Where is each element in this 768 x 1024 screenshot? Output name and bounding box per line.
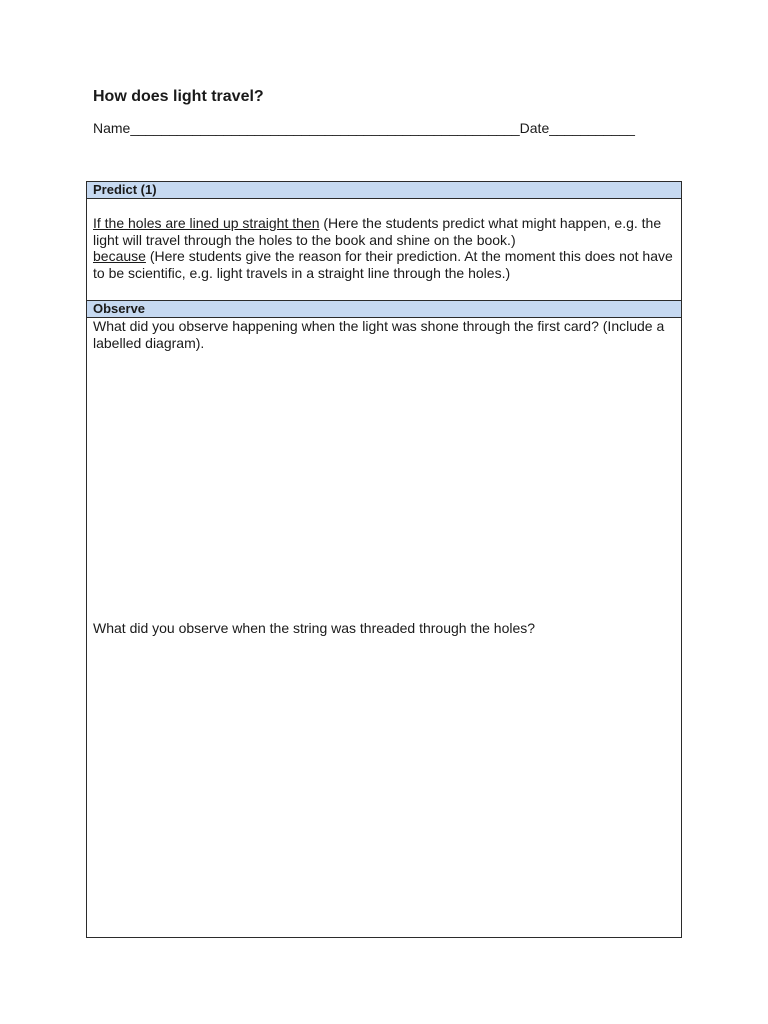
prediction-if-label: If the holes are lined up straight then bbox=[93, 215, 320, 231]
page-title: How does light travel? bbox=[93, 88, 264, 105]
predict-body bbox=[87, 199, 681, 301]
name-date-line: Name__________________________________________________Date___________ bbox=[93, 120, 635, 136]
observe-question-light: What did you observe happening when the light was shone through the first card? (Include a labelled diagram). bbox=[93, 318, 665, 351]
prediction-because-text: (Here students give the reason for their prediction. At the moment this does not have to be scientific, e.g. light travels in a straight line through the holes.) bbox=[93, 248, 673, 281]
worksheet-table bbox=[86, 181, 682, 938]
predict-header: Predict (1) bbox=[87, 182, 681, 199]
prediction-if-text: (Here the students predict what might happen, e.g. the light will travel through the holes to the book and shine on the book.) bbox=[93, 215, 662, 248]
observe-question-string: What did you observe when the string was threaded through the holes? bbox=[93, 620, 536, 636]
observe-body bbox=[87, 318, 681, 938]
prediction-because-label: because bbox=[93, 248, 146, 264]
observe-header: Observe bbox=[87, 301, 681, 318]
